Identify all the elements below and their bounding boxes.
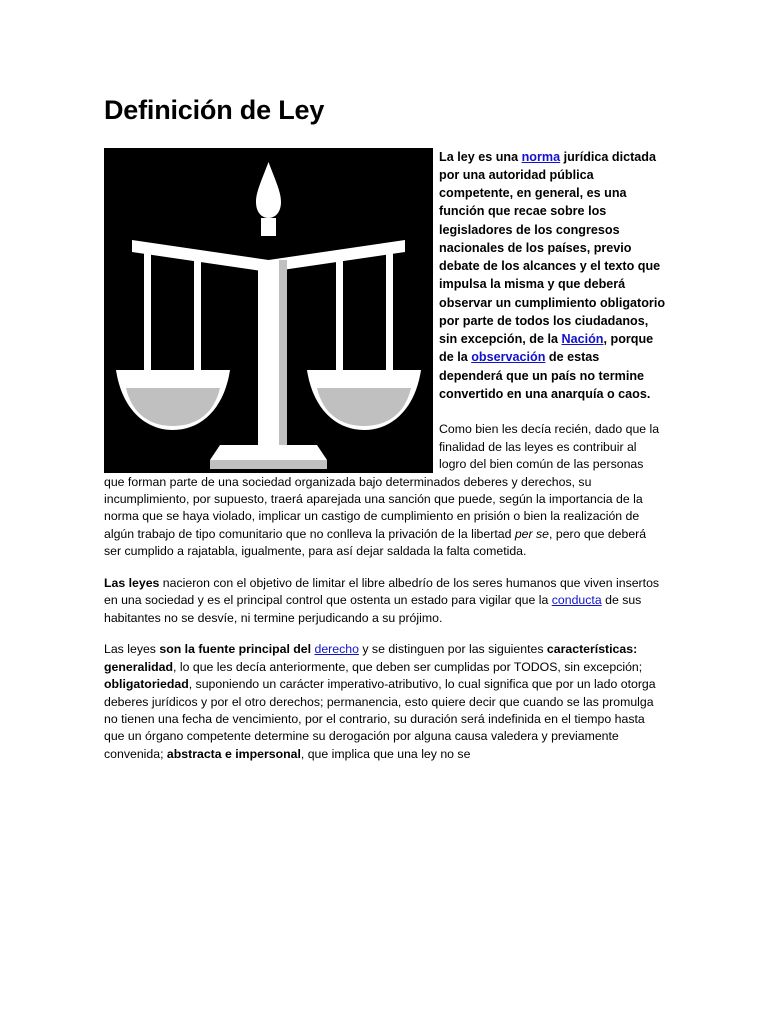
scales-of-justice-illustration	[104, 148, 433, 473]
paragraph-origen	[104, 575, 666, 627]
text-segment: , suponiendo un carácter imperativo-atributivo, lo cual significa que por un lado otorga deberes jurídicos y por el otro derechos; permanencia, esto quiere decir que cuando se las promulga no tienen una fecha de vencimiento, por el contrario, su duración será indefinida en el tiempo hasta que un órgano competente determine su derogación por alguna causa valedera y previamente convenida;	[104, 677, 656, 761]
link-derecho[interactable]: derecho	[314, 642, 359, 657]
text-segment: Las leyes	[104, 642, 160, 657]
link-observacion[interactable]: observación	[471, 350, 546, 365]
text-bold-abstracta-impersonal: abstracta e impersonal	[166, 746, 301, 761]
text-segment: y se distinguen por las siguientes	[358, 642, 547, 657]
link-nacion[interactable]: Nación	[561, 332, 604, 347]
text-segment: de estas dependerá que un país no termine convertido en una anarquía o caos.	[439, 350, 651, 401]
text-bold-obligatoriedad: obligatoriedad	[104, 677, 189, 692]
text-bold-fuente-principal: son la fuente principal del	[159, 642, 315, 657]
link-conducta[interactable]: conducta	[551, 593, 602, 608]
document-body	[104, 148, 666, 778]
text-segment: nacieron con el objetivo de limitar el libre albedrío de los seres humanos que viven insertos en una sociedad y es el principal control que ostenta un estado para vigilar que la	[104, 575, 660, 608]
link-norma[interactable]: norma	[521, 149, 561, 164]
text-segment: , pero que deberá ser cumplido a rajatabla, igualmente, para así dejar saldada la falta cometida.	[104, 526, 647, 559]
paragraph-caracteristicas	[104, 641, 666, 763]
text-italic-per-se: per se	[514, 526, 550, 541]
text-bold-las-leyes: Las leyes	[104, 575, 160, 590]
text-segment: Como bien les decía recién, dado que la finalidad de las leyes es contribuir al logro del bien común de las personas que forman parte de una sociedad organizada bajo determinados deberes y derechos, su incumplimiento, por supuesto, traerá aparejada una sanción que puede, según la importancia de la norma que se haya violado, implicar un castigo de cumplimiento en prisión o bien la realización de algún trabajo de tipo comunitario que no conlleva la privación de la libertad	[104, 422, 660, 541]
text-segment: , que implica que una ley no se	[300, 746, 471, 761]
text-segment: jurídica dictada por una autoridad pública competente, en general, es una función que recae sobre los legisladores de los congresos nacionales de los países, previo debate de los alcances y el texto que impulsa la misma y que deberá observar un cumplimiento obligatorio por parte de todos los ciudadanos, sin excepción, de la	[439, 149, 666, 347]
text-segment: La ley es una	[439, 149, 522, 164]
text-segment: , porque de la	[439, 332, 654, 365]
text-bold-generalidad: características: generalidad	[104, 642, 638, 674]
text-segment: de sus habitantes no se desvíe, ni termine perjudicando a su prójimo.	[104, 593, 642, 625]
page-title: Definición de Ley	[104, 95, 325, 125]
text-segment: , lo que les decía anteriormente, que deben ser cumplidas por TODOS, sin excepción;	[173, 659, 643, 674]
